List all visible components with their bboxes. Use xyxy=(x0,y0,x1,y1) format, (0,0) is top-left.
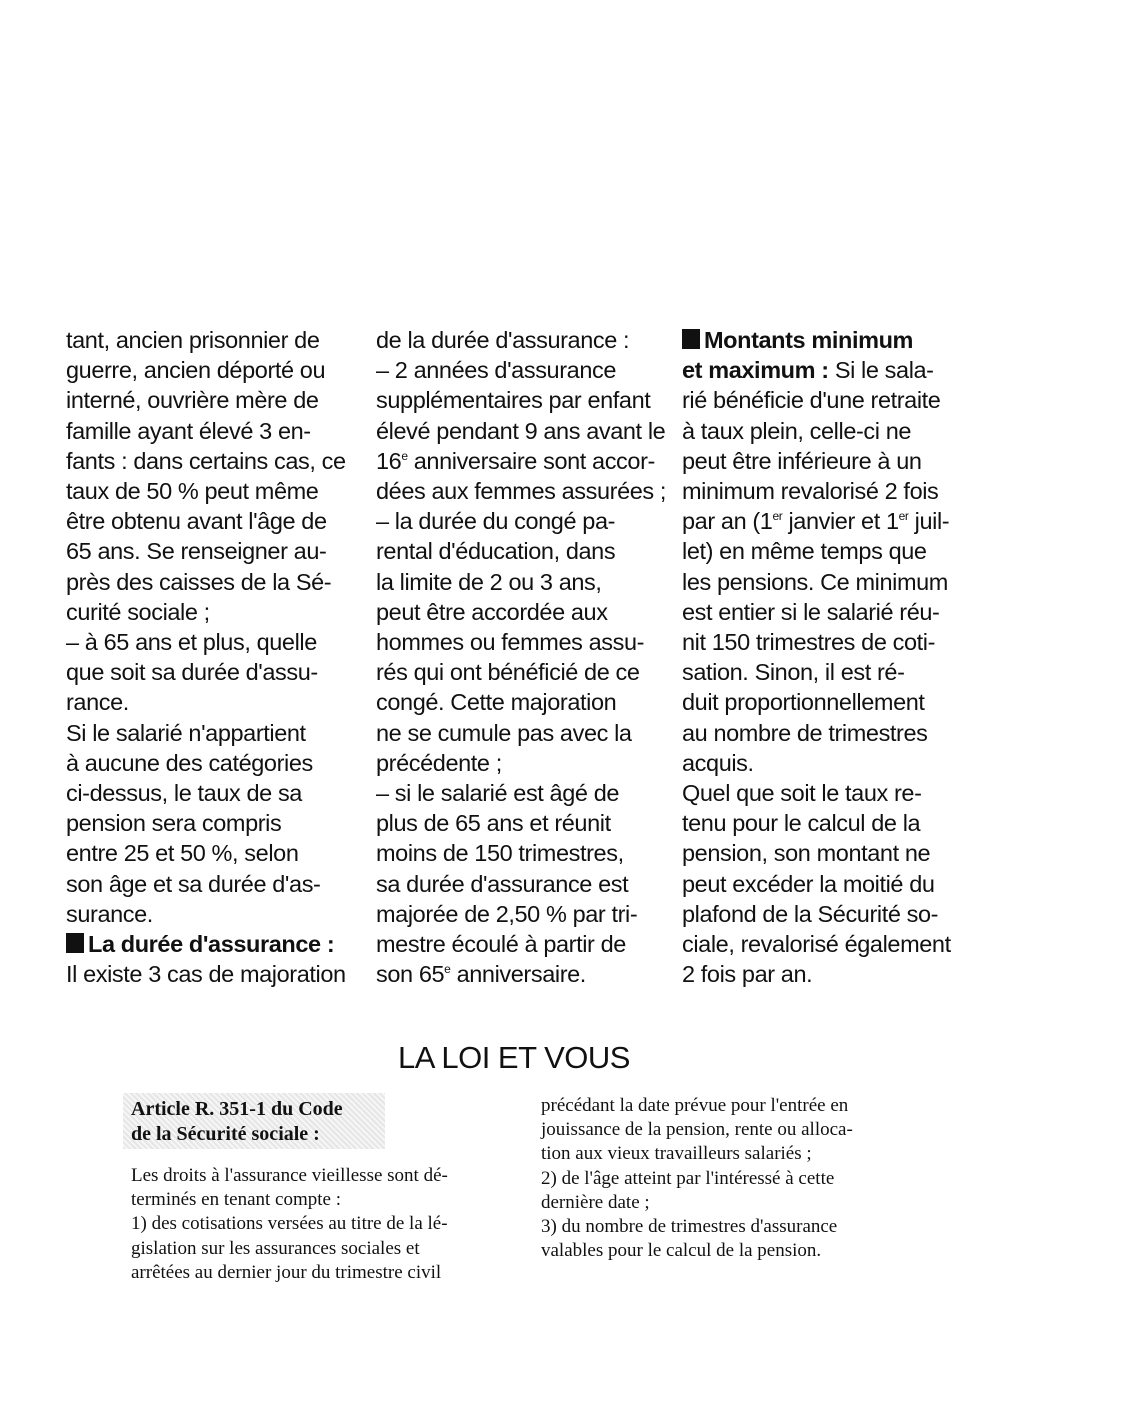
paragraph-line: let) en même temps que xyxy=(682,538,927,565)
paragraph-line: moins de 150 trimestres, xyxy=(376,840,624,867)
text-column-3 xyxy=(682,325,960,989)
paragraph-line: plus de 65 ans et réunit xyxy=(376,810,611,837)
paragraph-line: tion aux vieux travailleurs salariés ; xyxy=(541,1143,812,1165)
text-column-1 xyxy=(66,325,348,989)
column-3-body-a xyxy=(682,385,960,506)
paragraph-line: curité sociale ; xyxy=(66,598,210,625)
paragraph-line: précédant la date prévue pour l'entrée en xyxy=(541,1095,849,1116)
paragraph-line: taux de 50 % peut même xyxy=(66,478,319,505)
paragraph-line: pension, son montant ne xyxy=(682,840,931,867)
paragraph-line: les pensions. Ce minimum xyxy=(682,568,948,595)
paragraph-line: mestre écoulé à partir de xyxy=(376,931,626,958)
text-column-2 xyxy=(376,325,667,989)
paragraph-line: par an (1er janvier et 1er juil- xyxy=(682,508,950,535)
paragraph-line: à aucune des catégories xyxy=(66,749,313,776)
paragraph-line: duit proportionnellement xyxy=(682,689,925,716)
paragraph-line: tenu pour le calcul de la xyxy=(682,810,921,837)
paragraph-line: fants : dans certains cas, ce xyxy=(66,447,346,474)
paragraph-line: 2) de l'âge atteint par l'intéressé à cette xyxy=(541,1167,835,1189)
paragraph-line: Quel que soit le taux re- xyxy=(682,780,922,807)
paragraph-line: son âge et sa durée d'as- xyxy=(66,870,321,897)
column-2-body-b xyxy=(376,476,667,959)
paragraph-line: rés qui ont bénéficié de ce xyxy=(376,659,640,686)
paragraph-line: Les droits à l'assurance vieillesse sont dé- xyxy=(131,1165,448,1186)
paragraph-line: et maximum : Si le sala- xyxy=(682,357,934,384)
paragraph-line: acquis. xyxy=(682,749,754,776)
paragraph-line: plafond de la Sécurité so- xyxy=(682,900,939,927)
paragraph-line: ciale, revalorisé également xyxy=(682,931,951,958)
paragraph-line: interné, ouvrière mère de xyxy=(66,387,319,414)
law-text-right xyxy=(541,1094,901,1263)
paragraph-line: est entier si le salarié réu- xyxy=(682,598,940,625)
paragraph-line: ci-dessus, le taux de sa xyxy=(66,780,302,807)
paragraph-line: tant, ancien prisonnier de xyxy=(66,327,320,353)
column-3-body-b xyxy=(682,536,960,989)
paragraph-line: hommes ou femmes assu- xyxy=(376,629,645,656)
paragraph-line: gislation sur les assurances sociales et xyxy=(131,1237,420,1259)
paragraph-line: majorée de 2,50 % par tri- xyxy=(376,900,638,927)
paragraph-line: être obtenu avant l'âge de xyxy=(66,508,327,535)
paragraph-line: rié bénéficie d'une retraite xyxy=(682,387,941,414)
paragraph-line: nit 150 trimestres de coti- xyxy=(682,629,936,656)
paragraph-line: 2 fois par an. xyxy=(682,961,813,988)
section-title: LA LOI ET VOUS xyxy=(398,1040,630,1075)
paragraph-line: jouissance de la pension, rente ou alloca- xyxy=(541,1119,853,1141)
paragraph-line: à taux plein, celle-ci ne xyxy=(682,417,912,444)
paragraph-line: 3) du nombre de trimestres d'assurance xyxy=(541,1216,838,1238)
paragraph-line: dernière date ; xyxy=(541,1191,650,1213)
square-bullet-icon xyxy=(682,329,700,349)
paragraph-line: son 65e anniversaire. xyxy=(376,961,586,988)
paragraph-line: peut être accordée aux xyxy=(376,598,608,625)
paragraph-line: 65 ans. Se renseigner au- xyxy=(66,538,327,565)
paragraph-line: arrêtées au dernier jour du trimestre civil xyxy=(131,1261,442,1283)
paragraph-line: sation. Sinon, il est ré- xyxy=(682,659,905,686)
paragraph-line: au nombre de trimestres xyxy=(682,719,928,746)
paragraph-line: 1) des cotisations versées au titre de la lé- xyxy=(131,1213,448,1235)
paragraph-line: guerre, ancien déporté ou xyxy=(66,357,326,384)
paragraph-line: rental d'éducation, dans xyxy=(376,538,616,565)
column-1-body xyxy=(66,325,348,929)
paragraph-line: ne se cumule pas avec la xyxy=(376,719,632,746)
article-title: Article R. 351-1 du Code de la Sécurité sociale : xyxy=(131,1098,343,1145)
paragraph-line: dées aux femmes assurées ; xyxy=(376,478,667,505)
paragraph-line: – si le salarié est âgé de xyxy=(376,780,620,807)
paragraph-line: sa durée d'assurance est xyxy=(376,870,629,897)
paragraph-line: la limite de 2 ou 3 ans, xyxy=(376,568,602,595)
paragraph-line: surance. xyxy=(66,900,153,927)
column-2-body-a xyxy=(376,325,666,446)
law-text-left xyxy=(131,1164,491,1285)
paragraph-line: congé. Cette majoration xyxy=(376,689,617,716)
section-heading-montants: Montants minimum xyxy=(682,325,960,355)
paragraph-line: rance. xyxy=(66,689,129,716)
paragraph-line: de la durée d'assurance : xyxy=(376,327,630,353)
paragraph-line: que soit sa durée d'assu- xyxy=(66,659,318,686)
paragraph-line: terminés en tenant compte : xyxy=(131,1189,341,1211)
paragraph-line: près des caisses de la Sé- xyxy=(66,568,332,595)
paragraph-line: – 2 années d'assurance xyxy=(376,357,617,384)
paragraph-line: pension sera compris xyxy=(66,810,282,837)
paragraph-line: 16e anniversaire sont accor- xyxy=(376,447,655,474)
paragraph-line: – la durée du congé pa- xyxy=(376,508,616,535)
paragraph-line: minimum revalorisé 2 fois xyxy=(682,478,939,505)
paragraph-line: précédente ; xyxy=(376,749,502,776)
paragraph-line: élevé pendant 9 ans avant le xyxy=(376,417,666,444)
paragraph-line: supplémentaires par enfant xyxy=(376,387,651,414)
paragraph-line: peut excéder la moitié du xyxy=(682,870,935,897)
section-heading-duree: La durée d'assurance : xyxy=(66,929,348,959)
paragraph-line: valables pour le calcul de la pension. xyxy=(541,1240,822,1262)
paragraph-line: entre 25 et 50 %, selon xyxy=(66,840,299,867)
paragraph-line: peut être inférieure à un xyxy=(682,447,922,474)
paragraph-line: famille ayant élevé 3 en- xyxy=(66,417,311,444)
paragraph-line: Il existe 3 cas de majoration xyxy=(66,961,346,988)
paragraph-line: – à 65 ans et plus, quelle xyxy=(66,629,317,656)
square-bullet-icon xyxy=(66,933,84,953)
paragraph-line: Si le salarié n'appartient xyxy=(66,719,306,746)
